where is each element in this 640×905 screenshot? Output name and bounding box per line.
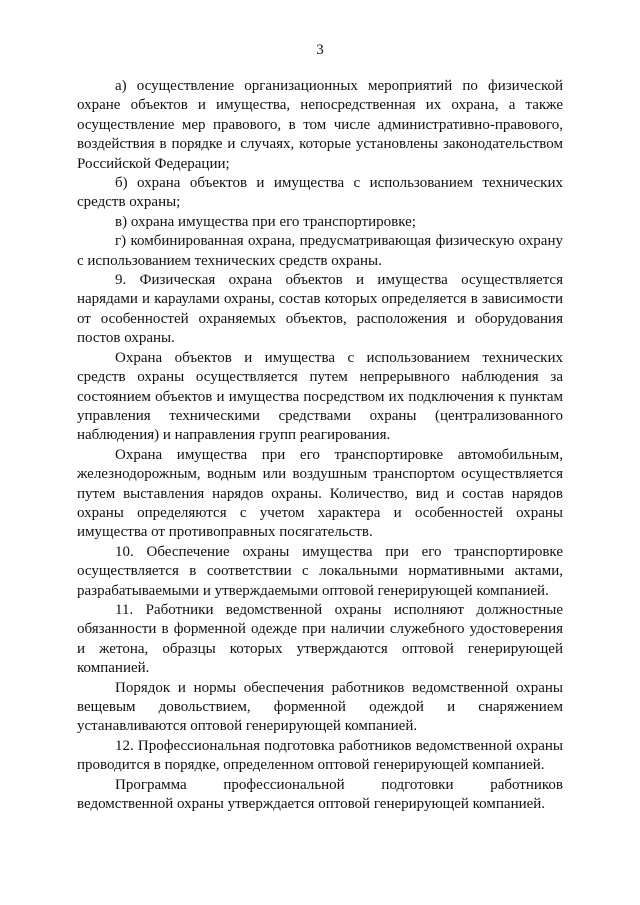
paragraph-11-norms: Порядок и нормы обеспечения работников ведомственной охраны вещевым довольствием, форменной одеждой и снаряжением устанавливаются оптовой генерирующей компанией.	[77, 679, 563, 735]
document-body	[77, 77, 563, 814]
paragraph-11: 11. Работники ведомственной охраны исполняют должностные обязанности в форменной одежде при наличии служебного удостоверения и жетона, образцы которых утверждаются оптовой генерирующей компанией.	[77, 601, 563, 677]
paragraph-9: 9. Физическая охрана объектов и имущества осуществляется нарядами и караулами охраны, состав которых определяется в зависимости от особенностей охраняемых объектов, расположения и оборудования постов охраны.	[77, 272, 563, 347]
paragraph-9-technical: Охрана объектов и имущества с использованием технических средств охраны осуществляется путем непрерывного наблюдения за состоянием объектов и имущества посредством их подключения к пунктам управления техническими средствами охраны (централизованного наблюдения) и направления групп реагирования.	[77, 349, 563, 444]
paragraph-g: г) комбинированная охрана, предусматривающая физическую охрану с использованием технических средств охраны.	[77, 233, 563, 269]
paragraph-a: а) осуществление организационных мероприятий по физической охране объектов и имущества, непосредственная их охрана, а также осуществление мер правового, в том числе административно-правового, воздействия в порядке и случаях, которые установлены законодательством Российской Федерации;	[77, 78, 563, 172]
paragraph-v: в) охрана имущества при его транспортировке;	[115, 213, 416, 230]
paragraph-b: б) охрана объектов и имущества с использованием технических средств охраны;	[77, 175, 563, 211]
paragraph-12-program: Программа профессиональной подготовки работников ведомственной охраны утверждается оптовой генерирующей компанией.	[77, 776, 563, 813]
paragraph-12: 12. Профессиональная подготовка работников ведомственной охраны проводится в порядке, определенном оптовой генерирующей компанией.	[77, 737, 563, 774]
paragraph-10: 10. Обеспечение охраны имущества при его транспортировке осуществляется в соответствии с локальными нормативными актами, разрабатываемыми и утверждаемыми оптовой генерирующей компанией.	[77, 543, 563, 599]
page-number: 3	[316, 42, 324, 58]
paragraph-9-transport: Охрана имущества при его транспортировке автомобильным, железнодорожным, водным или воздушным транспортом осуществляется путем выставления нарядов охраны. Количество, вид и состав нарядов охраны определяются с учетом характера и особенностей охраны имущества от противоправных посягательств.	[77, 446, 563, 541]
